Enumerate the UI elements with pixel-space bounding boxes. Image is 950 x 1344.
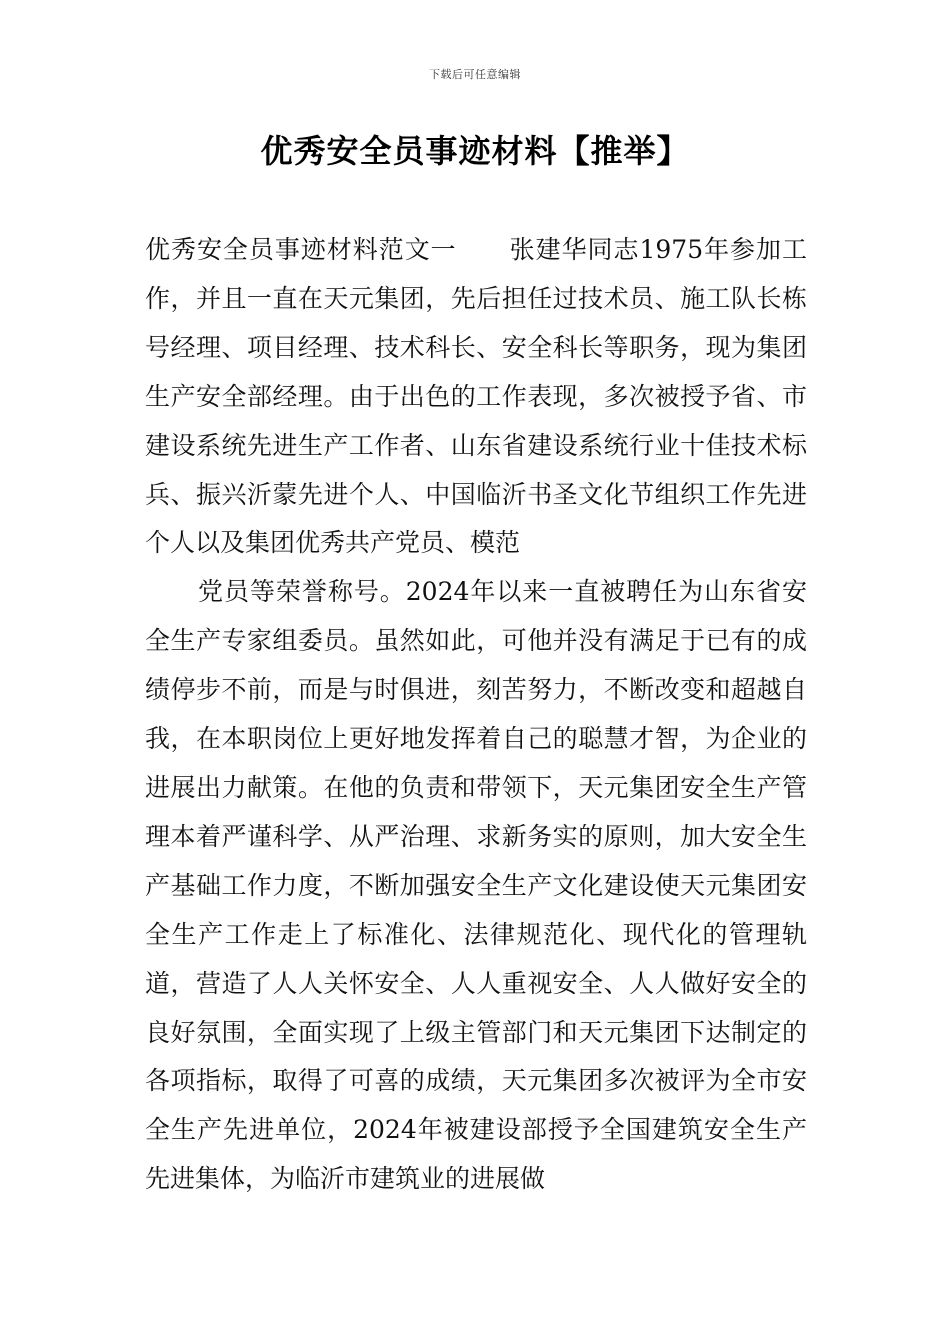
intro-label: 优秀安全员事迹材料范文一 [145, 235, 457, 264]
paragraph-intro [145, 226, 807, 568]
document-body [145, 226, 807, 1204]
header-note: 下载后可任意编辑 [429, 68, 521, 81]
paragraph-1-text: 张建华同志1975年参加工作，并且一直在天元集团，先后担任过技术员、施工队长栋号经理、项目经理、技术科长、安全科长等职务，现为集团生产安全部经理。由于出色的工作表现，多次被授予省、市建设系统先进生产工作者、山东省建设系统行业十佳技术标兵、振兴沂蒙先进个人、中国临沂书圣文化节组织工作先进个人以及集团优秀共产党员、模范 [145, 235, 807, 558]
document-title: 优秀安全员事迹材料【推举】 [260, 132, 690, 170]
paragraph-2: 党员等荣誉称号。2024年以来一直被聘任为山东省安全生产专家组委员。虽然如此，可他并没有满足于已有的成绩停步不前，而是与时俱进，刻苦努力，不断改变和超越自我，在本职岗位上更好地发挥着自己的聪慧才智，为企业的进展出力献策。在他的负责和带领下，天元集团安全生产管理本着严谨科学、从严治理、求新务实的原则，加大安全生产基础工作力度，不断加强安全生产文化建设使天元集团安全生产工作走上了标准化、法律规范化、现代化的管理轨道，营造了人人关怀安全、人人重视安全、人人做好安全的良好氛围，全面实现了上级主管部门和天元集团下达制定的各项指标，取得了可喜的成绩，天元集团多次被评为全市安全生产先进单位，2024年被建设部授予全国建筑安全生产先进集体，为临沂市建筑业的进展做 [145, 577, 807, 1194]
